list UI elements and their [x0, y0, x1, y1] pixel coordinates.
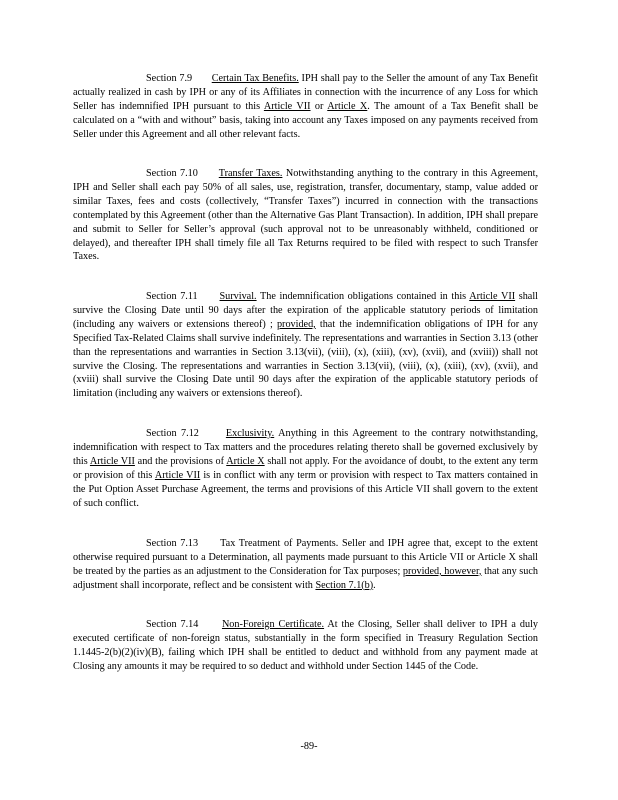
section-text: is in conflict with any term or provision with respect to Tax matters contained in the Put Option Asset Purchase Agreement, the terms and provisions of this Article VII shall govern to the extent of such conflict. — [73, 469, 538, 509]
section-text: shall survive the Closing Date until 90 days after the expiration of the applicable statutory periods of limitation (including any waivers or extensions thereof) ; — [73, 291, 538, 330]
section-title: Exclusivity. — [225, 428, 275, 439]
section-text: . — [373, 579, 376, 591]
section-7-11 — [73, 290, 538, 401]
section-title: Certain Tax Benefits. — [211, 73, 299, 84]
section-7-13 — [73, 537, 538, 593]
section-number: Section 7.13 — [146, 538, 199, 549]
cross-reference: Article X — [327, 100, 368, 112]
proviso-term: provided, — [276, 318, 316, 330]
cross-reference: Article VII — [469, 291, 516, 302]
section-text: . The amount of a Tax Benefit shall be calculated on a “with and without” basis, taking into account any Taxes imposed on any payments received from Seller under this Agreement and all other relevant facts. — [73, 100, 538, 140]
section-number: Section 7.12 — [146, 428, 199, 439]
section-text: that any such adjustment shall incorporate, reflect and be consistent with — [73, 565, 538, 591]
section-number: Section 7.11 — [146, 291, 198, 302]
section-text: or — [310, 100, 328, 112]
section-title: Transfer Taxes. — [218, 168, 283, 179]
cross-reference: Section 7.1(b) — [315, 579, 374, 591]
section-7-9 — [73, 72, 538, 142]
section-7-12 — [73, 427, 538, 510]
section-title: Tax Treatment of Payments. — [220, 538, 339, 549]
section-text: Anything in this Agreement to the contrary notwithstanding, indemnification with respect to Tax matters and the procedures relating thereto shall be governed exclusively by this — [73, 428, 538, 467]
section-text: The indemnification obligations contained in this — [256, 291, 470, 302]
section-7-14 — [73, 618, 538, 674]
cross-reference: Article VII — [89, 455, 135, 467]
page-number: -89- — [300, 741, 318, 752]
section-text: Notwithstanding anything to the contrary in this Agreement, IPH and Seller shall each pay 50% of all sales, use, registration, transfer, documentary, stamp, value added or similar Taxes, fees and costs (collectively, “Transfer Taxes”) incurred in connection with the transactions contemplated by this Agreement (other than the Alternative Gas Plant Transaction). In addition, IPH shall prepare and submit to Seller for Seller’s approval (such approval not to be unreasonably withheld, conditioned or delayed), and thereafter IPH shall timely file all Tax Returns required to be filed with respect to such Transfer Taxes. — [73, 168, 539, 263]
section-number: Section 7.10 — [146, 168, 198, 179]
cross-reference: Article X — [226, 455, 265, 467]
section-text: IPH shall pay to the Seller the amount of any Tax Benefit actually realized in cash by IPH or any of its Affiliates in connection with the incurrence of any Loss for which Seller has indemnified IPH pursuant to this — [73, 73, 538, 112]
section-number: Section 7.14 — [146, 619, 199, 630]
section-text: shall not apply. For the avoidance of doubt, to the extent any term or provision of this — [73, 455, 538, 481]
section-7-10 — [73, 167, 538, 264]
section-title: Non-Foreign Certificate. — [221, 619, 325, 630]
section-text: and the provisions of — [134, 455, 227, 467]
section-text: that the indemnification obligations of IPH for any Specified Tax-Related Claims shall survive indefinitely. The representations and warranties in Section 3.13 (other than the representations and warranties in Section 3.13(vii), (viii), (x), (xiii), (xv), (xvii), and (xviii)) shall not survive the Closing. The representations and warranties in Section 3.13(vii), (viii), (x), (xiii), (xv), (xvii), and (xviii) shall survive the Closing Date until 90 days after the expiration of the applicable statutory periods of limitation (including any waivers or extensions thereof). — [73, 318, 538, 400]
section-title: Survival. — [219, 291, 257, 302]
proviso-term: provided, however, — [402, 565, 482, 577]
section-text: At the Closing, Seller shall deliver to IPH a duly executed certificate of non-foreign status, substantially in the form specified in Treasury Regulation Section 1.1445-2(b)(2)(iv)(B), failing which IPH shall be entitled to deduct and withhold from any payment made at Closing any amounts it may be required to so deduct and withhold under Section 1445 of the Code. — [73, 619, 538, 672]
section-text: Seller and IPH agree that, except to the extent otherwise required pursuant to a Determination, all payments made pursuant to this Article VII or Article X shall be treated by the parties as an adjustment to the Consideration for Tax purposes; — [73, 538, 539, 577]
cross-reference: Article VII — [263, 100, 311, 112]
cross-reference: Article VII — [154, 469, 201, 481]
section-number: Section 7.9 — [146, 73, 193, 84]
